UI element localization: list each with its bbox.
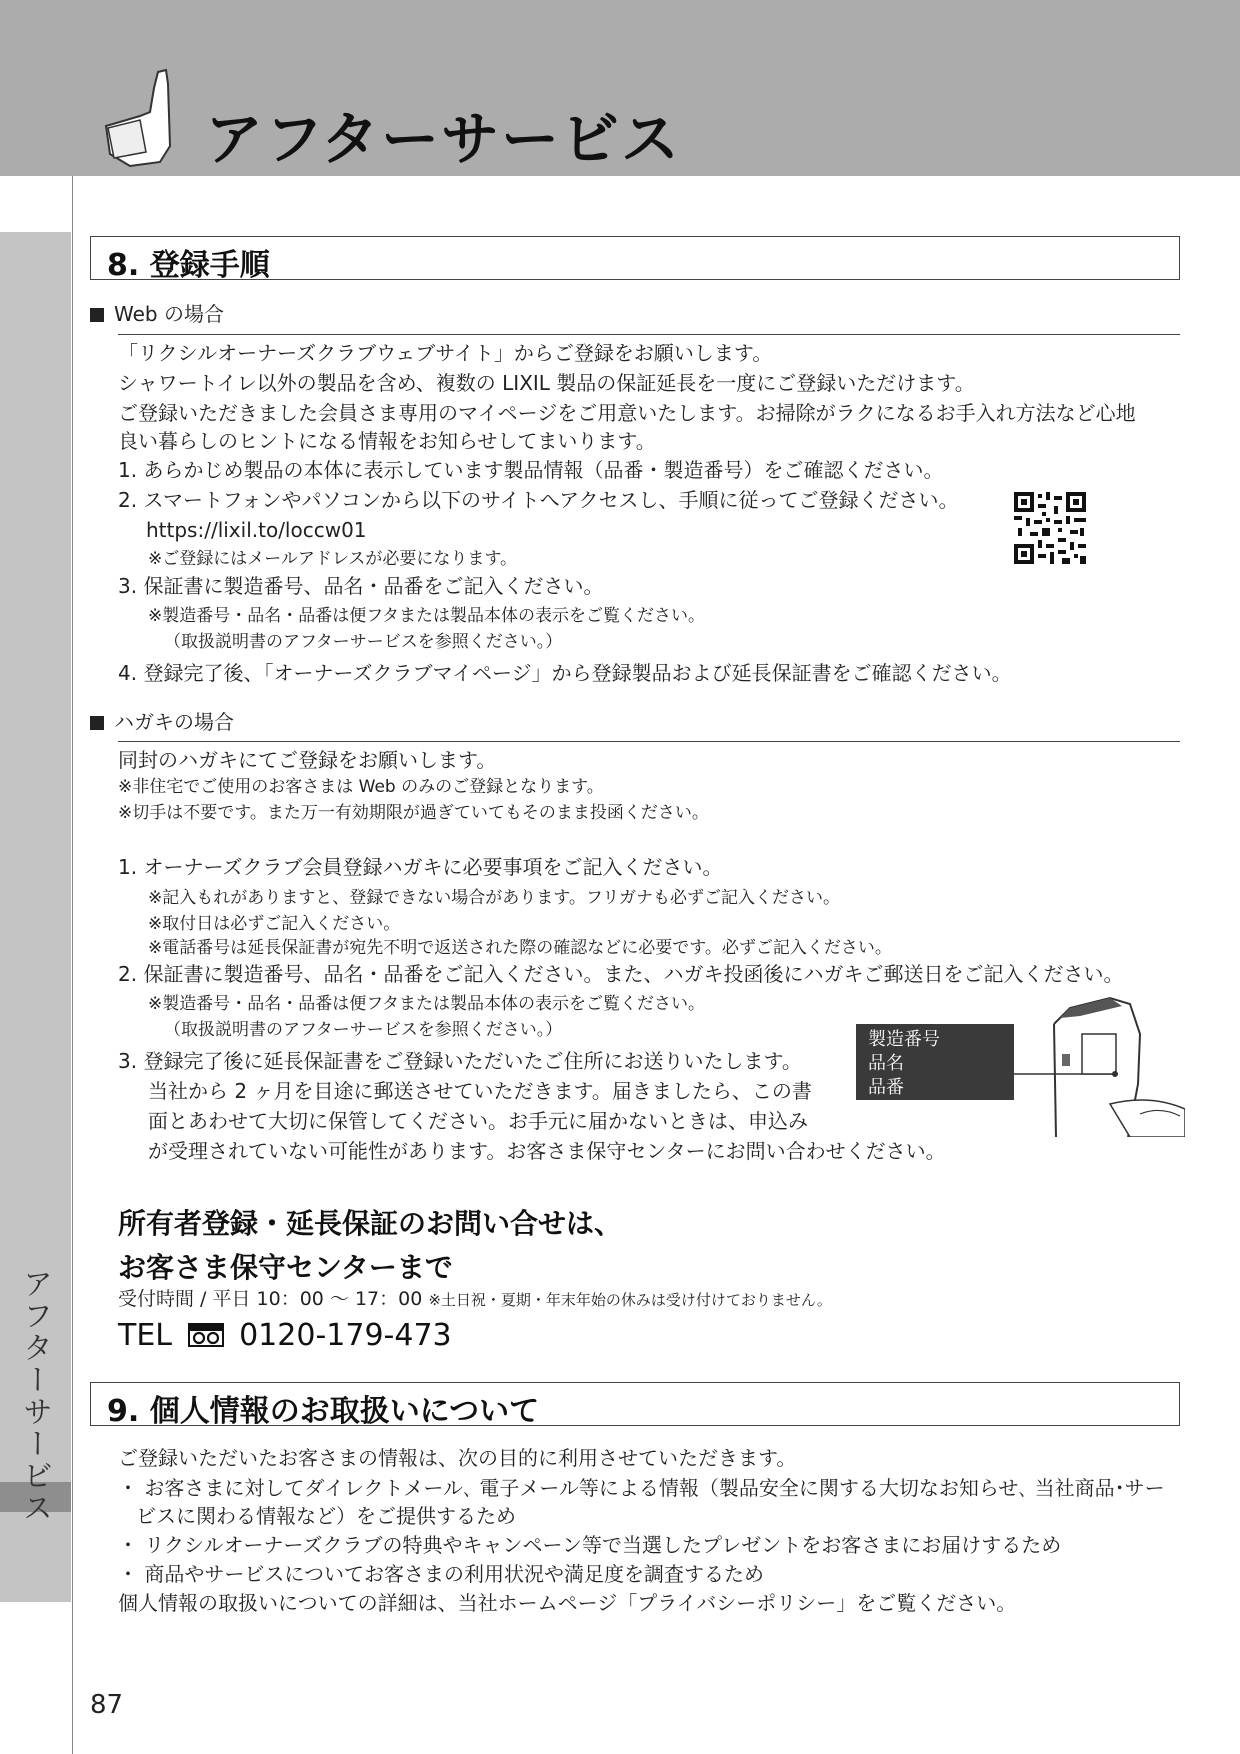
postcard-step-3: 3. 登録完了後に延長保証書をご登録いただいたご住所にお送りいたします。 bbox=[118, 1049, 802, 1073]
section-9-heading bbox=[90, 1382, 1180, 1429]
postcard-intro: 同封のハガキにてご登録をお願いします。 bbox=[118, 748, 497, 772]
section-8-heading bbox=[90, 236, 1180, 283]
privacy-line: ・ リクシルオーナーズクラブの特典やキャンペーン等で当選したプレゼントをお客さまにお届けするため bbox=[118, 1533, 1062, 1557]
web-text-line: 「リクシルオーナーズクラブウェブサイト」からご登録をお願いします。 bbox=[118, 341, 773, 365]
postcard-subheading: ハガキの場合 bbox=[90, 706, 234, 735]
freedial-icon bbox=[188, 1323, 224, 1347]
note: ※ご登録にはメールアドレスが必要になります。 bbox=[148, 549, 518, 569]
label-line: 品番 bbox=[868, 1077, 904, 1098]
postcard-step-3-line: 面とあわせて大切に保管してください。お手元に届かないときは、申込み bbox=[148, 1109, 808, 1133]
privacy-line: ビスに関わる情報など）をご提供するため bbox=[136, 1504, 516, 1528]
label-line: 製造番号 bbox=[868, 1029, 940, 1050]
label-line: 品名 bbox=[868, 1053, 904, 1074]
page-title: アフターサービス bbox=[205, 105, 681, 173]
privacy-line: 個人情報の取扱いについての詳細は、当社ホームページ「プライバシーポリシー」をご覧ください。 bbox=[118, 1591, 1017, 1615]
note: ※製造番号・品名・品番は便フタまたは製品本体の表示をご覧ください。 bbox=[148, 994, 706, 1014]
note: （取扱説明書のアフターサービスを参照ください。） bbox=[164, 1020, 563, 1040]
web-step-3: 3. 保証書に製造番号、品名・品番をご記入ください。 bbox=[118, 574, 604, 598]
divider bbox=[118, 741, 1180, 742]
web-text-line: 良い暮らしのヒントになる情報をお知らせしてまいります。 bbox=[118, 429, 656, 453]
note: ※記入もれがありますと、登録できない場合があります。フリガナも必ずご記入ください。 bbox=[148, 888, 841, 908]
tel-line bbox=[118, 1318, 452, 1353]
tel-number[interactable]: 0120-179-473 bbox=[239, 1318, 452, 1353]
postcard-step-1: 1. オーナーズクラブ会員登録ハガキに必要事項をご記入ください。 bbox=[118, 855, 723, 879]
note: ※非住宅でご使用のお客さまは Web のみのご登録となります。 bbox=[118, 777, 604, 797]
postcard-step-2: 2. 保証書に製造番号、品名・品番をご記入ください。また、ハガキ投函後にハガキご郵送日をご記入ください。 bbox=[118, 962, 1124, 986]
privacy-line: ・ 商品やサービスについてお客さまの利用状況や満足度を調査するため bbox=[118, 1562, 764, 1586]
square-bullet-icon bbox=[90, 308, 104, 322]
web-text-line: シャワートイレ以外の製品を含め、複数の LIXIL 製品の保証延長を一度にご登録いただけます。 bbox=[118, 371, 975, 395]
section-8-title: 8. 登録手順 bbox=[107, 248, 270, 283]
toilet-icon bbox=[100, 66, 180, 170]
note: ※取付日は必ずご記入ください。 bbox=[148, 914, 401, 934]
postcard-step-3-line: 当社から 2 ヶ月を目途に郵送させていただきます。届きましたら、この書 bbox=[148, 1079, 812, 1103]
note: ※製造番号・品名・品番は便フタまたは製品本体の表示をご覧ください。 bbox=[148, 606, 706, 626]
left-rule bbox=[72, 176, 73, 1754]
note: （取扱説明書のアフターサービスを参照ください。） bbox=[164, 632, 563, 652]
contact-heading-line-2: お客さま保守センターまで bbox=[118, 1251, 453, 1284]
web-step-1: 1. あらかじめ製品の本体に表示しています製品情報（品番・製造番号）をご確認ください。 bbox=[118, 458, 944, 482]
contact-heading-line-1: 所有者登録・延長保証のお問い合せは、 bbox=[118, 1207, 623, 1240]
section-9-title: 9. 個人情報のお取扱いについて bbox=[107, 1394, 540, 1429]
privacy-line: ご登録いただいたお客さまの情報は、次の目的に利用させていただきます。 bbox=[118, 1446, 797, 1470]
hours-note: ※土日祝・夏期・年末年始の休みは受け付けておりません。 bbox=[428, 1291, 832, 1309]
web-subheading: Web の場合 bbox=[90, 298, 224, 327]
note: ※電話番号は延長保証書が宛先不明で返送された際の確認などに必要です。必ずご記入ください。 bbox=[148, 938, 892, 958]
registration-url[interactable]: https://lixil.to/loccw01 bbox=[146, 518, 367, 542]
square-bullet-icon bbox=[90, 716, 104, 730]
page-number: 87 bbox=[90, 1690, 124, 1720]
divider bbox=[118, 334, 1180, 335]
toilet-illustration bbox=[1010, 994, 1185, 1137]
web-step-2: 2. スマートフォンやパソコンから以下のサイトへアクセスし、手順に従ってご登録ください。 bbox=[118, 488, 959, 512]
postcard-step-3-line: が受理されていない可能性があります。お客さま保守センターにお問い合わせください。 bbox=[148, 1139, 946, 1163]
product-label-callout bbox=[856, 1024, 1014, 1100]
contact-hours bbox=[118, 1284, 832, 1315]
privacy-line: ・ お客さまに対してダイレクトメール､ 電子メール等による情報（製品安全に関する大切なお知らせ､ 当社商品･サー bbox=[118, 1476, 1165, 1500]
web-text-line: ご登録いただきました会員さま専用のマイページをご用意いたします。お掃除がラクになるお手入れ方法など心地 bbox=[118, 401, 1136, 425]
tel-label: TEL bbox=[118, 1318, 172, 1353]
web-step-4: 4. 登録完了後、「オーナーズクラブマイページ」から登録製品および延長保証書をご確認ください。 bbox=[118, 661, 1012, 685]
qr-code-icon[interactable] bbox=[1014, 492, 1086, 564]
side-tab-label: アフターサービス bbox=[17, 1268, 52, 1524]
note: ※切手は不要です。また万一有効期限が過ぎていてもそのまま投函ください。 bbox=[118, 803, 709, 823]
hours-text: 受付時間 / 平日 10：00 〜 17：00 bbox=[118, 1288, 423, 1310]
